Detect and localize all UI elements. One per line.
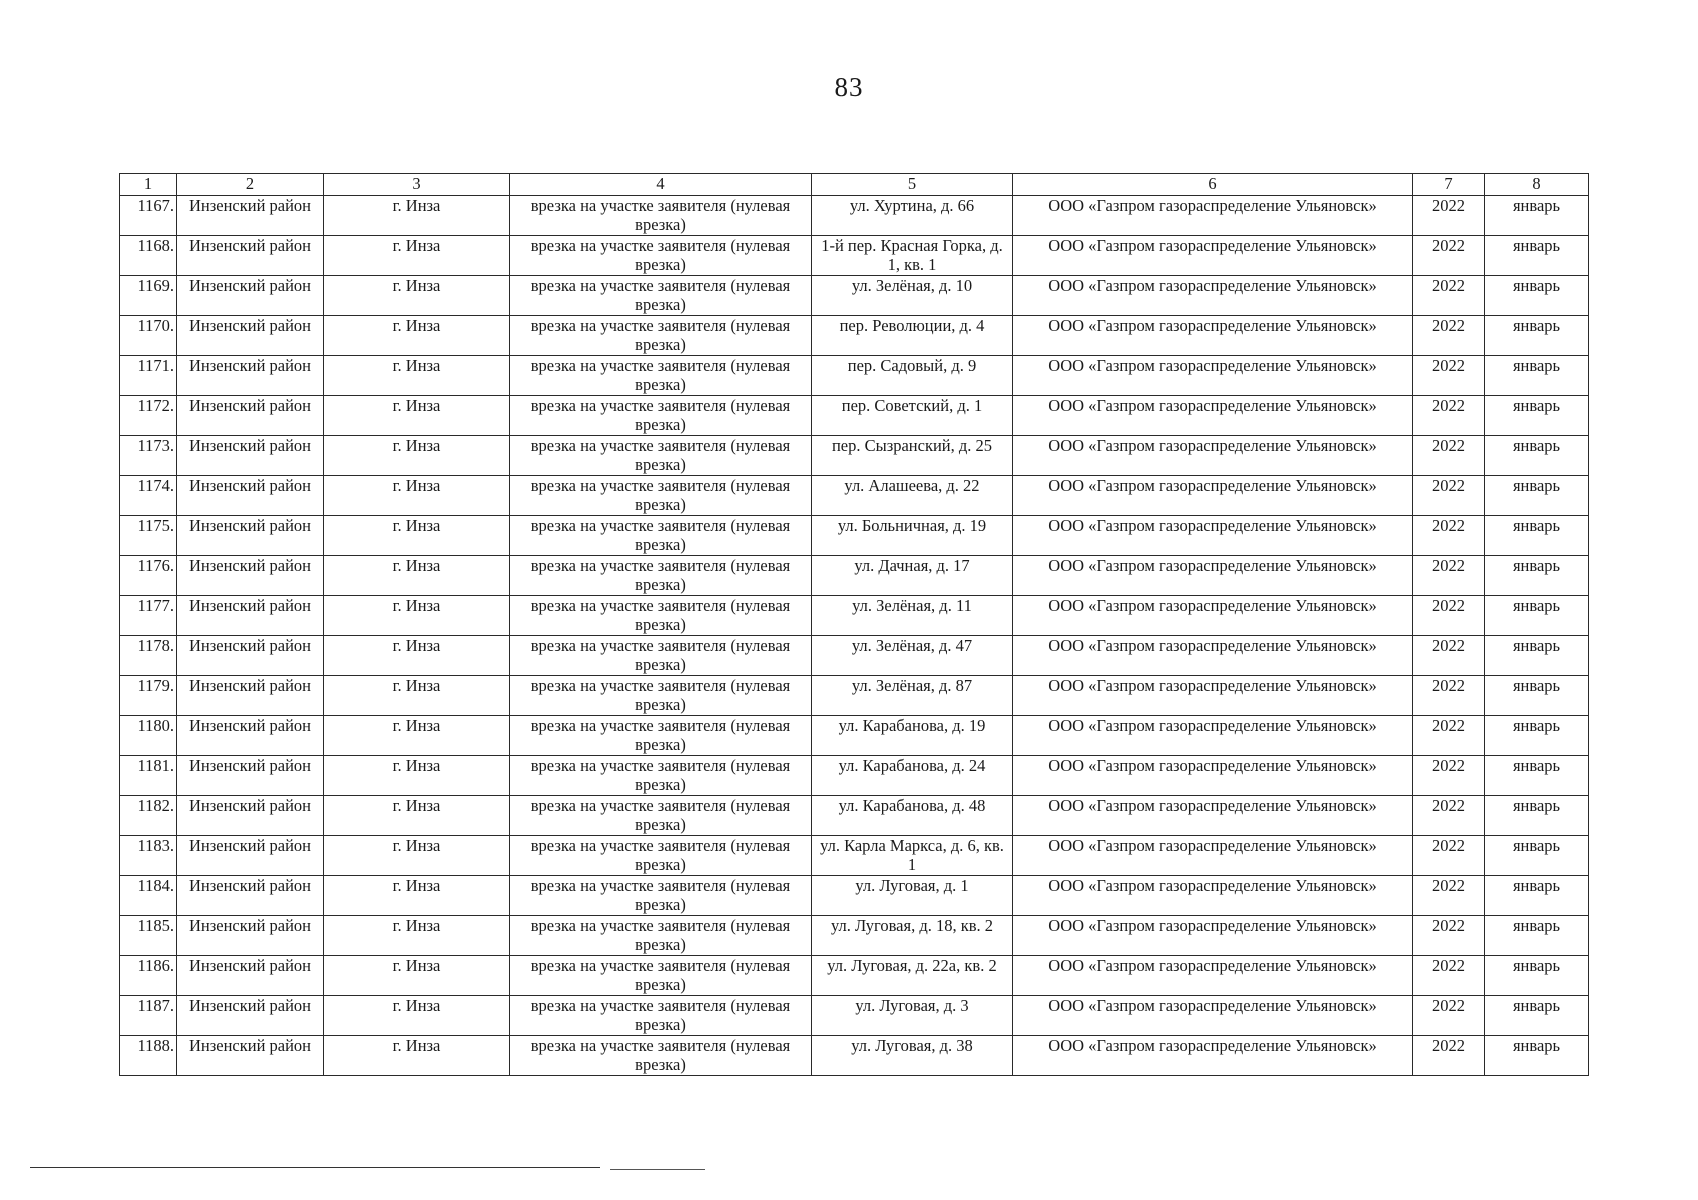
- cell-address: ул. Карабанова, д. 19: [812, 716, 1013, 756]
- cell-month: январь: [1485, 556, 1589, 596]
- cell-locality: г. Инза: [324, 996, 510, 1036]
- table-row: [120, 236, 1589, 276]
- cell-organization: ООО «Газпром газораспределение Ульяновск»: [1013, 236, 1413, 276]
- cell-locality: г. Инза: [324, 756, 510, 796]
- cell-year: 2022: [1413, 596, 1485, 636]
- cell-connection-type: врезка на участке заявителя (нулевая врезка): [510, 436, 812, 476]
- cell-row-number: 1175.: [120, 516, 177, 556]
- cell-address: пер. Советский, д. 1: [812, 396, 1013, 436]
- cell-month: январь: [1485, 196, 1589, 236]
- column-header: 7: [1413, 174, 1485, 196]
- cell-organization: ООО «Газпром газораспределение Ульяновск»: [1013, 196, 1413, 236]
- cell-organization: ООО «Газпром газораспределение Ульяновск»: [1013, 1036, 1413, 1076]
- cell-month: январь: [1485, 876, 1589, 916]
- column-header: 1: [120, 174, 177, 196]
- cell-organization: ООО «Газпром газораспределение Ульяновск»: [1013, 556, 1413, 596]
- table-row: [120, 676, 1589, 716]
- cell-address: ул. Хуртина, д. 66: [812, 196, 1013, 236]
- cell-year: 2022: [1413, 956, 1485, 996]
- cell-address: 1-й пер. Красная Горка, д. 1, кв. 1: [812, 236, 1013, 276]
- cell-district: Инзенский район: [177, 436, 324, 476]
- cell-district: Инзенский район: [177, 516, 324, 556]
- cell-district: Инзенский район: [177, 276, 324, 316]
- cell-year: 2022: [1413, 836, 1485, 876]
- cell-district: Инзенский район: [177, 636, 324, 676]
- cell-organization: ООО «Газпром газораспределение Ульяновск»: [1013, 956, 1413, 996]
- table-row: [120, 356, 1589, 396]
- cell-connection-type: врезка на участке заявителя (нулевая врезка): [510, 596, 812, 636]
- cell-month: январь: [1485, 436, 1589, 476]
- cell-year: 2022: [1413, 556, 1485, 596]
- cell-row-number: 1171.: [120, 356, 177, 396]
- cell-address: ул. Луговая, д. 3: [812, 996, 1013, 1036]
- table-row: [120, 996, 1589, 1036]
- cell-address: пер. Революции, д. 4: [812, 316, 1013, 356]
- cell-locality: г. Инза: [324, 276, 510, 316]
- cell-district: Инзенский район: [177, 596, 324, 636]
- cell-month: январь: [1485, 276, 1589, 316]
- cell-organization: ООО «Газпром газораспределение Ульяновск»: [1013, 836, 1413, 876]
- cell-address: ул. Больничная, д. 19: [812, 516, 1013, 556]
- cell-connection-type: врезка на участке заявителя (нулевая врезка): [510, 916, 812, 956]
- cell-row-number: 1178.: [120, 636, 177, 676]
- cell-organization: ООО «Газпром газораспределение Ульяновск»: [1013, 716, 1413, 756]
- cell-locality: г. Инза: [324, 1036, 510, 1076]
- cell-connection-type: врезка на участке заявителя (нулевая врезка): [510, 196, 812, 236]
- cell-row-number: 1185.: [120, 916, 177, 956]
- cell-connection-type: врезка на участке заявителя (нулевая врезка): [510, 236, 812, 276]
- cell-address: ул. Карабанова, д. 48: [812, 796, 1013, 836]
- cell-connection-type: врезка на участке заявителя (нулевая врезка): [510, 956, 812, 996]
- table-row: [120, 916, 1589, 956]
- cell-address: пер. Садовый, д. 9: [812, 356, 1013, 396]
- cell-district: Инзенский район: [177, 196, 324, 236]
- cell-organization: ООО «Газпром газораспределение Ульяновск»: [1013, 436, 1413, 476]
- cell-row-number: 1181.: [120, 756, 177, 796]
- table-body: [120, 174, 1589, 1076]
- cell-connection-type: врезка на участке заявителя (нулевая врезка): [510, 676, 812, 716]
- cell-year: 2022: [1413, 476, 1485, 516]
- table-row: [120, 436, 1589, 476]
- cell-organization: ООО «Газпром газораспределение Ульяновск»: [1013, 596, 1413, 636]
- cell-address: ул. Луговая, д. 18, кв. 2: [812, 916, 1013, 956]
- cell-district: Инзенский район: [177, 876, 324, 916]
- cell-row-number: 1176.: [120, 556, 177, 596]
- cell-year: 2022: [1413, 796, 1485, 836]
- cell-row-number: 1170.: [120, 316, 177, 356]
- cell-connection-type: врезка на участке заявителя (нулевая врезка): [510, 276, 812, 316]
- cell-year: 2022: [1413, 876, 1485, 916]
- cell-district: Инзенский район: [177, 916, 324, 956]
- cell-address: ул. Луговая, д. 38: [812, 1036, 1013, 1076]
- column-header: 4: [510, 174, 812, 196]
- cell-connection-type: врезка на участке заявителя (нулевая врезка): [510, 516, 812, 556]
- table-row: [120, 796, 1589, 836]
- cell-month: январь: [1485, 316, 1589, 356]
- cell-year: 2022: [1413, 676, 1485, 716]
- cell-address: ул. Карла Маркса, д. 6, кв. 1: [812, 836, 1013, 876]
- cell-address: ул. Карабанова, д. 24: [812, 756, 1013, 796]
- cell-address: ул. Зелёная, д. 47: [812, 636, 1013, 676]
- cell-year: 2022: [1413, 916, 1485, 956]
- cell-organization: ООО «Газпром газораспределение Ульяновск»: [1013, 276, 1413, 316]
- cell-locality: г. Инза: [324, 396, 510, 436]
- cell-locality: г. Инза: [324, 316, 510, 356]
- cell-connection-type: врезка на участке заявителя (нулевая врезка): [510, 796, 812, 836]
- cell-connection-type: врезка на участке заявителя (нулевая врезка): [510, 876, 812, 916]
- cell-connection-type: врезка на участке заявителя (нулевая врезка): [510, 396, 812, 436]
- cell-year: 2022: [1413, 436, 1485, 476]
- table-row: [120, 196, 1589, 236]
- table-row: [120, 956, 1589, 996]
- column-header: 5: [812, 174, 1013, 196]
- cell-organization: ООО «Газпром газораспределение Ульяновск»: [1013, 476, 1413, 516]
- cell-locality: г. Инза: [324, 916, 510, 956]
- table-row: [120, 396, 1589, 436]
- table-row: [120, 1036, 1589, 1076]
- table-row: [120, 596, 1589, 636]
- cell-year: 2022: [1413, 276, 1485, 316]
- cell-row-number: 1180.: [120, 716, 177, 756]
- column-header: 2: [177, 174, 324, 196]
- cell-locality: г. Инза: [324, 556, 510, 596]
- cell-connection-type: врезка на участке заявителя (нулевая врезка): [510, 756, 812, 796]
- cell-organization: ООО «Газпром газораспределение Ульяновск»: [1013, 316, 1413, 356]
- cell-district: Инзенский район: [177, 356, 324, 396]
- cell-month: январь: [1485, 916, 1589, 956]
- cell-month: январь: [1485, 796, 1589, 836]
- cell-year: 2022: [1413, 636, 1485, 676]
- cell-year: 2022: [1413, 1036, 1485, 1076]
- table-row: [120, 876, 1589, 916]
- cell-address: ул. Дачная, д. 17: [812, 556, 1013, 596]
- cell-month: январь: [1485, 836, 1589, 876]
- cell-locality: г. Инза: [324, 796, 510, 836]
- table-row: [120, 756, 1589, 796]
- cell-month: январь: [1485, 596, 1589, 636]
- cell-organization: ООО «Газпром газораспределение Ульяновск»: [1013, 636, 1413, 676]
- cell-row-number: 1187.: [120, 996, 177, 1036]
- cell-year: 2022: [1413, 196, 1485, 236]
- cell-address: ул. Зелёная, д. 10: [812, 276, 1013, 316]
- cell-month: январь: [1485, 996, 1589, 1036]
- cell-address: ул. Зелёная, д. 11: [812, 596, 1013, 636]
- cell-year: 2022: [1413, 316, 1485, 356]
- cell-locality: г. Инза: [324, 596, 510, 636]
- cell-organization: ООО «Газпром газораспределение Ульяновск»: [1013, 396, 1413, 436]
- cell-row-number: 1182.: [120, 796, 177, 836]
- cell-locality: г. Инза: [324, 956, 510, 996]
- header-row: [120, 174, 1589, 196]
- cell-year: 2022: [1413, 396, 1485, 436]
- column-header: 3: [324, 174, 510, 196]
- cell-year: 2022: [1413, 516, 1485, 556]
- cell-connection-type: врезка на участке заявителя (нулевая врезка): [510, 316, 812, 356]
- cell-connection-type: врезка на участке заявителя (нулевая врезка): [510, 996, 812, 1036]
- cell-organization: ООО «Газпром газораспределение Ульяновск»: [1013, 516, 1413, 556]
- column-header: 8: [1485, 174, 1589, 196]
- cell-district: Инзенский район: [177, 556, 324, 596]
- cell-locality: г. Инза: [324, 716, 510, 756]
- cell-district: Инзенский район: [177, 836, 324, 876]
- cell-district: Инзенский район: [177, 1036, 324, 1076]
- cell-row-number: 1188.: [120, 1036, 177, 1076]
- cell-year: 2022: [1413, 756, 1485, 796]
- cell-year: 2022: [1413, 716, 1485, 756]
- cell-locality: г. Инза: [324, 876, 510, 916]
- cell-month: январь: [1485, 716, 1589, 756]
- table-row: [120, 716, 1589, 756]
- table-row: [120, 636, 1589, 676]
- cell-address: пер. Сызранский, д. 25: [812, 436, 1013, 476]
- table-row: [120, 476, 1589, 516]
- page-bottom-rule-short: [610, 1169, 705, 1170]
- column-header: 6: [1013, 174, 1413, 196]
- cell-month: январь: [1485, 476, 1589, 516]
- cell-district: Инзенский район: [177, 676, 324, 716]
- cell-connection-type: врезка на участке заявителя (нулевая врезка): [510, 1036, 812, 1076]
- cell-district: Инзенский район: [177, 316, 324, 356]
- cell-district: Инзенский район: [177, 796, 324, 836]
- cell-connection-type: врезка на участке заявителя (нулевая врезка): [510, 716, 812, 756]
- cell-month: январь: [1485, 756, 1589, 796]
- cell-address: ул. Алашеева, д. 22: [812, 476, 1013, 516]
- cell-organization: ООО «Газпром газораспределение Ульяновск»: [1013, 796, 1413, 836]
- cell-connection-type: врезка на участке заявителя (нулевая врезка): [510, 476, 812, 516]
- cell-locality: г. Инза: [324, 356, 510, 396]
- cell-row-number: 1167.: [120, 196, 177, 236]
- cell-address: ул. Зелёная, д. 87: [812, 676, 1013, 716]
- cell-year: 2022: [1413, 996, 1485, 1036]
- table-row: [120, 556, 1589, 596]
- page-bottom-rule: [30, 1167, 600, 1168]
- cell-locality: г. Инза: [324, 476, 510, 516]
- cell-row-number: 1177.: [120, 596, 177, 636]
- table-row: [120, 316, 1589, 356]
- cell-district: Инзенский район: [177, 476, 324, 516]
- cell-district: Инзенский район: [177, 756, 324, 796]
- cell-connection-type: врезка на участке заявителя (нулевая врезка): [510, 636, 812, 676]
- cell-row-number: 1172.: [120, 396, 177, 436]
- cell-month: январь: [1485, 516, 1589, 556]
- cell-connection-type: врезка на участке заявителя (нулевая врезка): [510, 556, 812, 596]
- cell-connection-type: врезка на участке заявителя (нулевая врезка): [510, 836, 812, 876]
- cell-locality: г. Инза: [324, 236, 510, 276]
- cell-address: ул. Луговая, д. 22а, кв. 2: [812, 956, 1013, 996]
- cell-organization: ООО «Газпром газораспределение Ульяновск»: [1013, 876, 1413, 916]
- cell-district: Инзенский район: [177, 396, 324, 436]
- gas-connection-table: [119, 173, 1589, 1076]
- cell-district: Инзенский район: [177, 996, 324, 1036]
- cell-locality: г. Инза: [324, 436, 510, 476]
- cell-locality: г. Инза: [324, 196, 510, 236]
- cell-organization: ООО «Газпром газораспределение Ульяновск»: [1013, 996, 1413, 1036]
- cell-year: 2022: [1413, 236, 1485, 276]
- page-number: 83: [834, 72, 864, 102]
- cell-organization: ООО «Газпром газораспределение Ульяновск»: [1013, 356, 1413, 396]
- cell-month: январь: [1485, 356, 1589, 396]
- cell-locality: г. Инза: [324, 516, 510, 556]
- cell-locality: г. Инза: [324, 836, 510, 876]
- cell-address: ул. Луговая, д. 1: [812, 876, 1013, 916]
- cell-row-number: 1168.: [120, 236, 177, 276]
- cell-connection-type: врезка на участке заявителя (нулевая врезка): [510, 356, 812, 396]
- cell-month: январь: [1485, 676, 1589, 716]
- table-row: [120, 276, 1589, 316]
- cell-year: 2022: [1413, 356, 1485, 396]
- cell-month: январь: [1485, 396, 1589, 436]
- cell-locality: г. Инза: [324, 676, 510, 716]
- cell-month: январь: [1485, 636, 1589, 676]
- cell-row-number: 1179.: [120, 676, 177, 716]
- cell-organization: ООО «Газпром газораспределение Ульяновск»: [1013, 756, 1413, 796]
- cell-organization: ООО «Газпром газораспределение Ульяновск»: [1013, 676, 1413, 716]
- cell-row-number: 1174.: [120, 476, 177, 516]
- cell-row-number: 1184.: [120, 876, 177, 916]
- cell-locality: г. Инза: [324, 636, 510, 676]
- cell-month: январь: [1485, 236, 1589, 276]
- cell-district: Инзенский район: [177, 716, 324, 756]
- table-row: [120, 836, 1589, 876]
- cell-month: январь: [1485, 956, 1589, 996]
- cell-row-number: 1183.: [120, 836, 177, 876]
- cell-district: Инзенский район: [177, 956, 324, 996]
- cell-organization: ООО «Газпром газораспределение Ульяновск»: [1013, 916, 1413, 956]
- table-row: [120, 516, 1589, 556]
- cell-row-number: 1173.: [120, 436, 177, 476]
- cell-district: Инзенский район: [177, 236, 324, 276]
- cell-row-number: 1169.: [120, 276, 177, 316]
- cell-row-number: 1186.: [120, 956, 177, 996]
- cell-month: январь: [1485, 1036, 1589, 1076]
